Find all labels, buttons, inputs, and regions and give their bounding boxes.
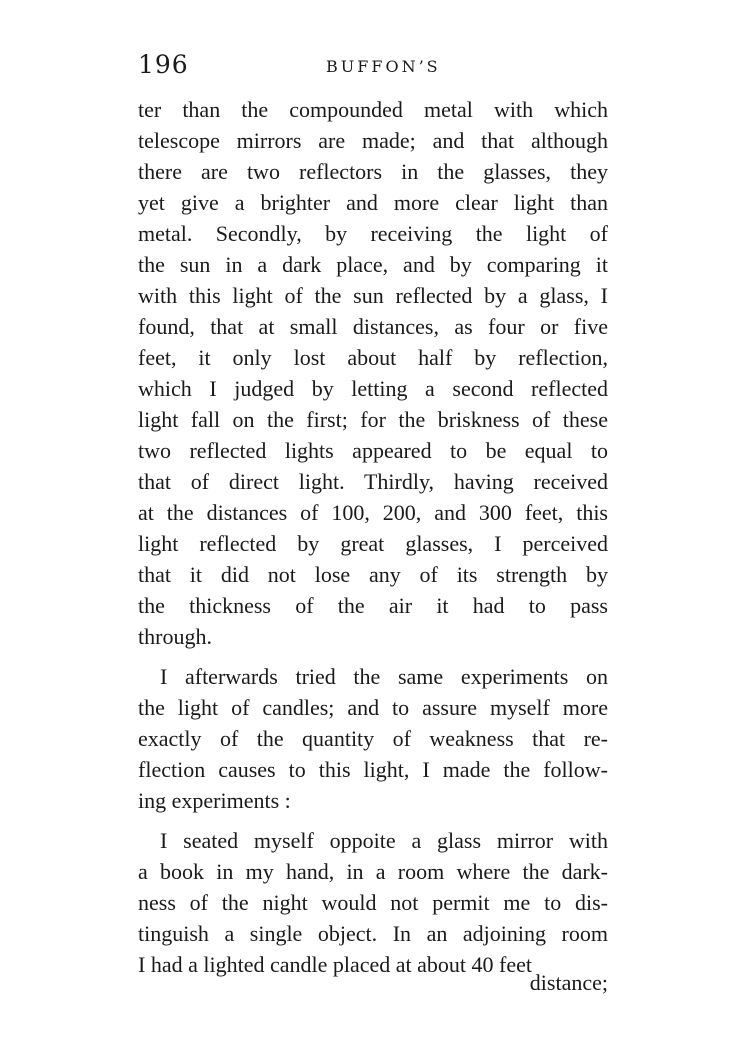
text-line: with this light of the sun reflected by a glass, I xyxy=(138,283,608,308)
paragraph-1 xyxy=(138,94,608,652)
text-line: a book in my hand, in a room where the dark- xyxy=(138,859,608,884)
text-line: found, that at small distances, as four or five xyxy=(138,314,608,339)
text-line: telescope mirrors are made; and that although xyxy=(138,128,608,153)
text-line: light fall on the first; for the briskness of these xyxy=(138,407,608,432)
paragraph-3 xyxy=(138,825,608,980)
text-line: I afterwards tried the same experiments on xyxy=(160,664,608,689)
text-line: tinguish a single object. In an adjoining room xyxy=(138,921,608,946)
catchword-row xyxy=(138,970,608,996)
text-line: feet, it only lost about half by reflection, xyxy=(138,345,608,370)
paragraph-2 xyxy=(138,661,608,816)
text-line: flection causes to this light, I made the follow- xyxy=(138,757,608,782)
body-text xyxy=(138,94,608,980)
text-line: the light of candles; and to assure myself more xyxy=(138,695,608,720)
paragraph-gap xyxy=(138,652,608,661)
text-line: there are two reflectors in the glasses, they xyxy=(138,159,608,184)
text-line: I had a lighted candle placed at about 40 feet xyxy=(138,952,532,977)
text-line: metal. Secondly, by receiving the light of xyxy=(138,221,608,246)
text-line: that it did not lose any of its strength by xyxy=(138,562,608,587)
text-line: at the distances of 100, 200, and 300 feet, this xyxy=(138,500,608,525)
text-line: through. xyxy=(138,624,212,649)
text-line: two reflected lights appeared to be equal to xyxy=(138,438,608,463)
page-number: 196 xyxy=(138,50,189,79)
text-line: light reflected by great glasses, I perceived xyxy=(138,531,608,556)
text-line: exactly of the quantity of weakness that re- xyxy=(138,726,608,751)
paragraph-gap xyxy=(138,816,608,825)
text-line: ness of the night would not permit me to dis- xyxy=(138,890,608,915)
page-header xyxy=(138,50,608,86)
catchword: distance; xyxy=(529,970,608,995)
text-line: the thickness of the air it had to pass xyxy=(138,593,608,618)
text-line: I seated myself oppoite a glass mirror with xyxy=(160,828,608,853)
running-head: BUFFON’S xyxy=(326,57,441,76)
text-line: ing experiments : xyxy=(138,788,291,813)
text-line: yet give a brighter and more clear light than xyxy=(138,190,608,215)
text-line: the sun in a dark place, and by comparing it xyxy=(138,252,608,277)
text-line: that of direct light. Thirdly, having received xyxy=(138,469,608,494)
text-line: ter than the compounded metal with which xyxy=(138,97,608,122)
text-line: which I judged by letting a second reflected xyxy=(138,376,608,401)
